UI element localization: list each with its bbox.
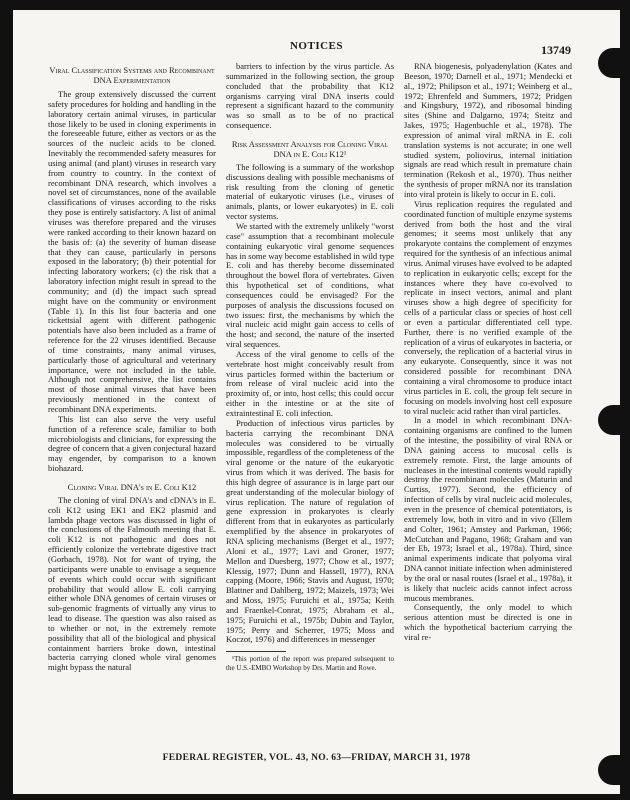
section-heading: Cloning Viral DNA's in E. Coli K12: [67, 481, 197, 492]
paragraph: Virus replication requires the regulated and coordinated function of multiple enzyme systems derived from both the host and the viral genomes; it seems most unlikely that any prokaryote contains the complement of enzymes required for the synthesis of an infectious animal virus. Animal viruses have evolved to be adapted to replication in eukaryotic cells; except for the instances where they have co-evolved to replicate in insect vectors, animal and plant viruses show a high degree of specificity for cells of a particular class or species of host cell or even a particular differentiated cell type. Further, there is no verified example of the replication of a virus of eukaryotes in bacteria, or conversely, the replication of a bacterial virus in any eukaryote. Consequently, since it was not considered possible for recombinant DNA containing a viral chromosome to produce intact virus particles in E. coli, the group felt secure in focusing on models involving host cell exposure to viral nucleic acid rather than viral particles.: [404, 198, 572, 416]
paragraph: The cloning of viral DNA's and cDNA's in E. coli K12 using EK1 and EK2 plasmid and lambda phage vectors was discussed in light of the conclusions of the Falmouth meeting that E. coli K12 is not pathogenic and does not efficiently colonize the vertebrate digestive tract (Gorbach, 1978). Not for want of trying, the participants were unable to envisage a sequence of events which could occur with significant probability that would allow E. coli carrying either whole DNA genomes of certain viruses or sub-genomic fragments of virtually any virus to lead to disease. The question was also raised as to whether or not, in the extremely remote possibility that all of the biological and physical containment barriers broke down, intestinal bacteria carrying cloned whole viral genomes might bypass the natural: [48, 494, 216, 673]
text-column-middle: [226, 62, 394, 672]
paragraph: Access of the viral genome to cells of the vertebrate host might conceivably result from virus particles formed within the bacterium or from release of viral nucleic acid into the proximity of, or into, host cells; this could occur either in the intestine or at the site of extraintestinal E. coli infection.: [226, 348, 394, 418]
paragraph: Consequently, the only model to which serious attention must be directed is one in which the hypothetical bacterium carrying the viral re-: [404, 602, 572, 642]
section-heading: Viral Classification Systems and Recombinant DNA Experimentation: [49, 65, 215, 85]
paragraph: In a model in which recombinant DNA-containing organisms are confined to the lumen of the intestine, the possibility of viral RNA or DNA gaining access to mucosal cells is extremely remote. First, the large amounts of nucleases in the intestinal contents would rapidly destroy the recombinant molecules (Maturin and Curtiss, 1977). Second, the efficiency of infection of cells by viral nucleic acid molecules, even in the presence of chemical potentiators, is extremely low, both in vitro and in vivo (Ellem and Colter, 1961; Amstey and Parkman, 1966; McCutchan and Pagano, 1968; Graham and van der Eb, 1973; Israel et al., 1978a). Third, since animal experiments indicate that polyoma viral DNA cannot initiate infection when administered by the oral or nasal routes (Israel et al., 1978a), it is likely that nucleic acids cannot infect across mucous membranes.: [404, 415, 572, 603]
text-column-left: [48, 62, 216, 673]
footnote-divider: [226, 651, 286, 652]
document-page: [13, 10, 620, 794]
running-header: NOTICES: [289, 40, 344, 52]
paragraph: RNA biogenesis, polyadenylation (Kates and Beeson, 1970; Darnell et al., 1971; Mendecki et al., 1972; Philipson et al., 1971; Weinberg et al., 1972; Ehrenfeld and Summers, 1972; Pridgen and Kingsbury, 1972), and ribosomal binding sites (Shine and Dalgarno, 1974; Steitz and Jakes, 1975; Hagenbuchle et al., 1978). The expression of animal viral mRNA in E. coli translation systems is not accurate; in one well studied system, poliovirus, internal initiation signals are read which result in premature chain termination (Rekosh et al., 1970). Thus neither the synthesis of proper mRNA nor its translation into viral protein is likely to occur in E. coli.: [404, 61, 572, 199]
punch-hole: [598, 48, 620, 78]
paragraph: The group extensively discussed the current safety procedures for holding and handling in the laboratory certain animal viruses, in particular those likely to be used in cloning experiments in the foreseeable future, either as vectors or as the sources of the nucleic acids to be cloned. Inevitably the recommended safety measures for using animal (and plant) viruses in research vary from country to country. In the context of recombinant DNA research, which involves a novel set of circumstances, none of the available classifications of viruses according to the risks they pose is entirely satisfactory. A list of animal viruses was therefore prepared and the viruses were ranked according to their known hazard on the basis of: (a) the severity of human disease that they can cause, particularly in persons exposed in the laboratory; (b) their potential for infecting laboratory workers; (c) the risk that a laboratory infection might result in spread to the community; and (d) the impact such spread might have on the community or environment (Table 1). In this list four bacteria and one rickettsial agent with different pathogenic potentials have also been included as a frame of reference for the 22 viruses identified. Because of time constraints, many animal viruses, particularly those of agricultural and veterinary importance, were not included in the table. Although not comprehensive, the list contains most of those animal viruses that have been previously mentioned in the context of recombinant DNA experiments.: [48, 89, 216, 414]
paragraph: Production of infectious virus particles by bacteria carrying the recombinant DNA molecules was considered to be virtually impossible, regardless of the completeness of the viral genome or the nature of the eukaryotic virus from which it was derived. The basis for this high degree of assurance is in large part our great understanding of the molecular biology of virus replication. The nature of regulation of gene expression in prokaryotes is clearly different from that in eukaryotes as particularly exemplified by the absence in prokaryotes of RNA splicing mechanisms (Berget et al., 1977; Aloni et al., 1977; Lavi and Groner, 1977; Mellon and Duesberg, 1977; Chow et al., 1977; Klessig, 1977; Dunn and Hassell, 1977), RNA capping (Moore, 1966; Stavis and August, 1970; Blattner and Dahlberg, 1972; Maizels, 1973; Wei and Moss, 1975; Furuichi et al., 1975a; Keith and Fraenkel-Conrat, 1975; Abraham et al., 1975; Furuichi et al., 1975b; Dubin and Taylor, 1975; Perry and Scherrer, 1975; Moss and Koczot, 1976) and differences in messenger: [226, 417, 394, 645]
paragraph: barriers to infection by the virus particle. As summarized in the following section, the group concluded that the probability that K12 organisms carrying viral DNA inserts could represent a significant hazard to the community was so small as to be of no practical consequence.: [226, 61, 394, 131]
page-footer: FEDERAL REGISTER, VOL. 43, NO. 63—FRIDAY, MARCH 31, 1978: [162, 753, 471, 763]
footnote: ¹This portion of the report was prepared subsequent to the U.S.-EMBO Workshop by Drs. Martin and Rowe.: [226, 655, 394, 672]
section-heading: Risk Assessment Analysis for Cloning Viral DNA in E. Coli K12¹: [231, 138, 389, 159]
paragraph: We started with the extremely unlikely "worst case" assumption that a recombinant molecule containing eukaryotic viral genome sequences has in some way become established in wild type E. coli and has thereby become disseminated throughout the bowel flora of vertebrates. Given this hypothetical set of conditions, what consequences could be envisaged? For the purposes of analysis the discussions focused on two issues: first, the mechanisms by which the viral nucleic acid might gain access to cells of the host; and second, the nature of the inserted viral sequences.: [226, 220, 394, 350]
paragraph: This list can also serve the very useful function of a reference scale, familiar to both microbiologists and clinicians, for expressing the degree of concern that a given conjectural hazard may engender, by comparison to a known biohazard.: [48, 413, 216, 474]
page-number: 13749: [541, 43, 571, 57]
text-column-right: [404, 62, 572, 643]
punch-hole: [598, 405, 620, 435]
paragraph: The following is a summary of the workshop discussions dealing with possible mechanisms of risk resulting from the cloning of genetic material of eukaryotic viruses (i.e., viruses of animals, plants, or lower eukaryotes) in E. coli vector systems.: [226, 161, 394, 222]
